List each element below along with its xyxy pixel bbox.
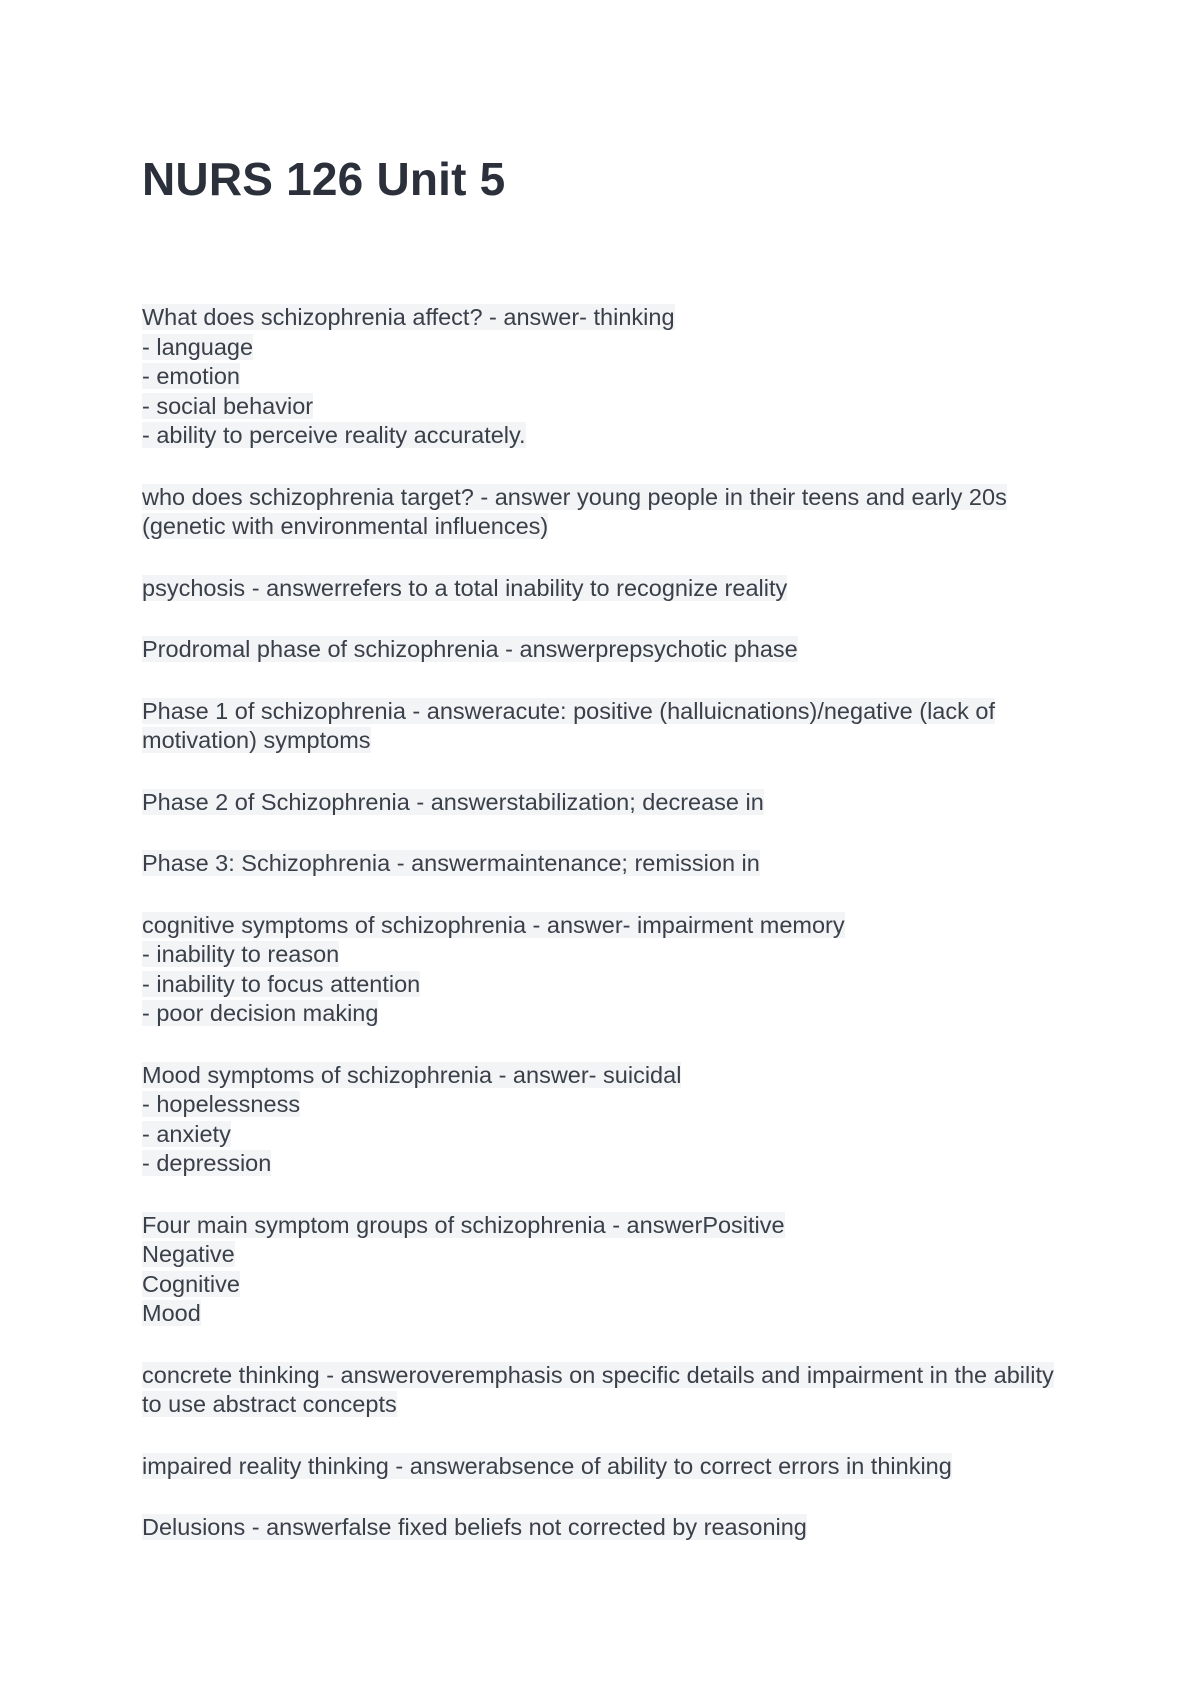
qa-line: [142, 726, 1082, 756]
qa-line: [142, 788, 1082, 818]
qa-line-text: Cognitive: [142, 1270, 240, 1297]
qa-line-text: Phase 2 of Schizophrenia - answerstabilization; decrease in: [142, 788, 764, 815]
qa-line: [142, 1390, 1082, 1420]
qa-line: [142, 1240, 1082, 1270]
qa-line-text: - hopelessness: [142, 1091, 301, 1117]
qa-line: [142, 303, 1082, 333]
qa-line: [142, 1299, 1082, 1329]
qa-line-text: - language: [142, 333, 254, 360]
qa-line: [142, 362, 1082, 392]
qa-line: [142, 1120, 1082, 1150]
qa-entry: [142, 483, 1082, 542]
qa-line: [142, 1452, 1082, 1482]
qa-line: [142, 421, 1082, 451]
qa-line: [142, 512, 1082, 542]
qa-line-text: psychosis - answerrefers to a total inability to recognize reality: [142, 574, 788, 601]
qa-line-text: Delusions - answerfalse fixed beliefs not corrected by reasoning: [142, 1514, 807, 1540]
qa-line-text: - inability to reason: [142, 941, 340, 967]
qa-line: [142, 1361, 1082, 1391]
qa-line: [142, 849, 1082, 879]
qa-entry: [142, 635, 1082, 665]
qa-line-text: impaired reality thinking - answerabsence of ability to correct errors in thinking: [142, 1452, 952, 1479]
qa-line-text: Phase 1 of schizophrenia - answeracute: positive (halluicnations)/negative (lack of: [142, 697, 995, 724]
qa-entry: [142, 1361, 1082, 1420]
qa-line: [142, 635, 1082, 665]
qa-line-text: - depression: [142, 1150, 272, 1176]
qa-entry: [142, 1513, 1082, 1543]
qa-line: [142, 999, 1082, 1029]
qa-line-text: (genetic with environmental influences): [142, 513, 549, 539]
qa-line-text: who does schizophrenia target? - answer young people in their teens and early 20s: [142, 483, 1007, 510]
qa-entry: [142, 1452, 1082, 1482]
qa-line-text: - ability to perceive reality accurately.: [142, 422, 526, 448]
qa-entry: [142, 1211, 1082, 1329]
qa-line-text: Mood symptoms of schizophrenia - answer- suicidal: [142, 1061, 682, 1088]
qa-entry: [142, 697, 1082, 756]
qa-line-text: Phase 3: Schizophrenia - answermaintenance; remission in: [142, 850, 760, 876]
qa-entry: [142, 911, 1082, 1029]
qa-entry: [142, 303, 1082, 451]
qa-entry: [142, 574, 1082, 604]
qa-list: [142, 303, 1082, 1575]
qa-line: [142, 940, 1082, 970]
qa-entry: [142, 849, 1082, 879]
page-title: NURS 126 Unit 5: [142, 153, 506, 205]
qa-line-text: Prodromal phase of schizophrenia - answerprepsychotic phase: [142, 636, 798, 662]
qa-line-text: - social behavior: [142, 392, 314, 419]
qa-entry: [142, 1061, 1082, 1179]
qa-line: [142, 1061, 1082, 1091]
qa-line-text: concrete thinking - answeroveremphasis on specific details and impairment in the ability: [142, 1361, 1054, 1388]
qa-line: [142, 483, 1082, 513]
qa-line: [142, 1211, 1082, 1241]
qa-line: [142, 911, 1082, 941]
qa-line-text: Negative: [142, 1241, 235, 1267]
qa-line: [142, 1513, 1082, 1543]
qa-line: [142, 333, 1082, 363]
qa-line: [142, 392, 1082, 422]
qa-line: [142, 1149, 1082, 1179]
qa-line-text: to use abstract concepts: [142, 1391, 397, 1417]
qa-line: [142, 1090, 1082, 1120]
qa-line-text: cognitive symptoms of schizophrenia - answer- impairment memory: [142, 911, 845, 938]
qa-line-text: Mood: [142, 1300, 201, 1326]
qa-line-text: motivation) symptoms: [142, 727, 371, 753]
qa-line-text: - inability to focus attention: [142, 970, 421, 997]
qa-line: [142, 970, 1082, 1000]
qa-line-text: - poor decision making: [142, 1000, 379, 1026]
qa-line-text: - emotion: [142, 363, 240, 389]
qa-line-text: Four main symptom groups of schizophrenia - answerPositive: [142, 1211, 785, 1238]
qa-entry: [142, 788, 1082, 818]
qa-line: [142, 574, 1082, 604]
qa-line: [142, 697, 1082, 727]
qa-line-text: - anxiety: [142, 1120, 231, 1147]
qa-line: [142, 1270, 1082, 1300]
qa-line-text: What does schizophrenia affect? - answer- thinking: [142, 304, 675, 330]
